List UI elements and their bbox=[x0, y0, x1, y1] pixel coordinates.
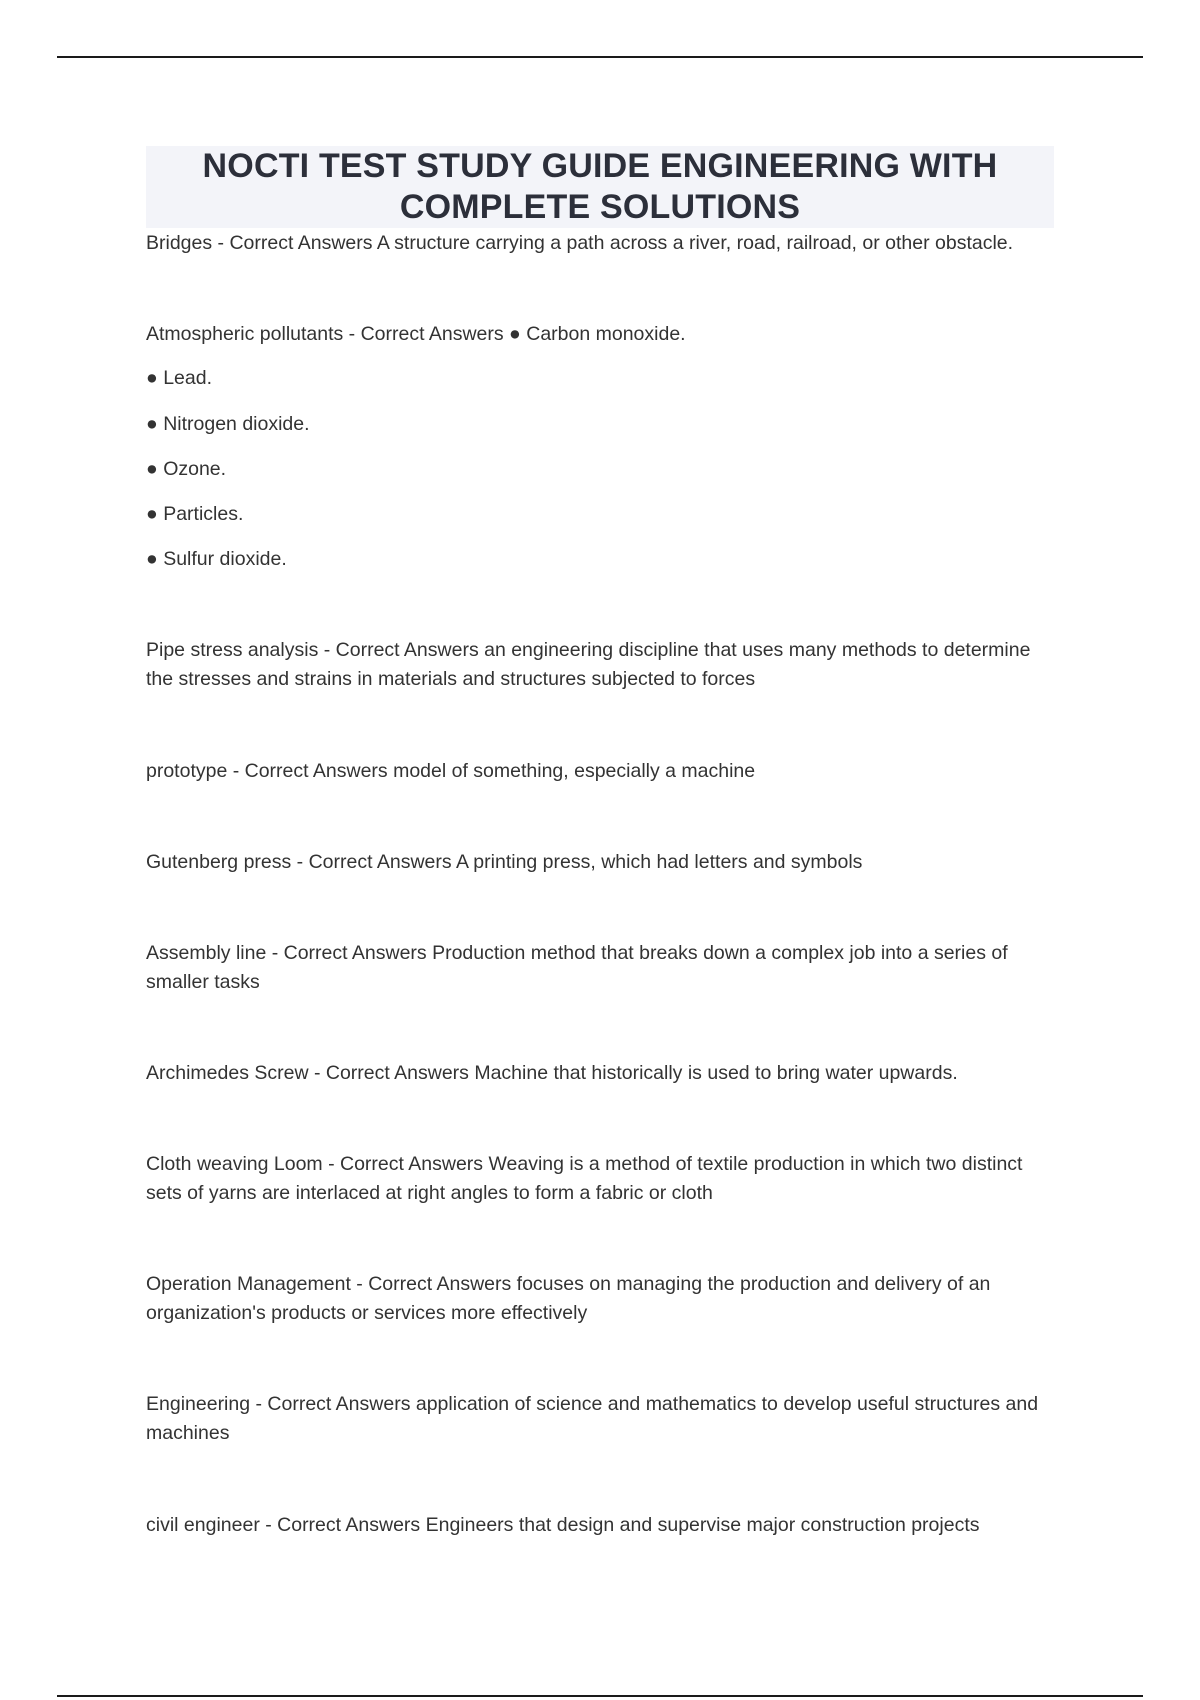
entry-atmospheric-pollutants: Atmospheric pollutants - Correct Answers ● Carbon monoxide. bbox=[146, 323, 686, 345]
entry-gutenberg-press: Gutenberg press - Correct Answers A printing press, which had letters and symbols bbox=[146, 851, 863, 873]
entry-cloth-weaving-loom: Cloth weaving Loom - Correct Answers Weaving is a method of textile production in which two distinct sets of yarns are interlaced at right angles to form a fabric or cloth bbox=[146, 1153, 1023, 1204]
bullet-nitrogen-dioxide: ● Nitrogen dioxide. bbox=[146, 413, 310, 435]
title-line-1: NOCTI TEST STUDY GUIDE ENGINEERING WITH bbox=[202, 147, 998, 185]
entry-pipe-stress-analysis: Pipe stress analysis - Correct Answers an engineering discipline that uses many methods to determine the stresses and strains in materials and structures subjected to forces bbox=[146, 639, 1031, 690]
entry-engineering: Engineering - Correct Answers application of science and mathematics to develop useful structures and machines bbox=[146, 1393, 1039, 1444]
bullet-lead: ● Lead. bbox=[146, 367, 212, 389]
entry-operation-management: Operation Management - Correct Answers focuses on managing the production and delivery of an organization's products or services more effectively bbox=[146, 1273, 991, 1324]
title-line-2: COMPLETE SOLUTIONS bbox=[399, 188, 801, 226]
top-rule bbox=[57, 56, 1143, 58]
bullet-ozone: ● Ozone. bbox=[146, 458, 227, 480]
bullet-particles: ● Particles. bbox=[146, 503, 244, 525]
bottom-rule bbox=[57, 1695, 1143, 1697]
entry-assembly-line: Assembly line - Correct Answers Production method that breaks down a complex job into a series of smaller tasks bbox=[146, 942, 1008, 993]
title-banner bbox=[146, 146, 1054, 228]
entry-archimedes-screw: Archimedes Screw - Correct Answers Machine that historically is used to bring water upwards. bbox=[146, 1062, 958, 1084]
entry-bridges: Bridges - Correct Answers A structure carrying a path across a river, road, railroad, or other obstacle. bbox=[146, 232, 1014, 254]
entry-civil-engineer: civil engineer - Correct Answers Engineers that design and supervise major construction projects bbox=[146, 1514, 980, 1536]
entry-prototype: prototype - Correct Answers model of something, especially a machine bbox=[146, 760, 756, 782]
bullet-sulfur-dioxide: ● Sulfur dioxide. bbox=[146, 548, 287, 570]
document-title bbox=[203, 146, 998, 228]
